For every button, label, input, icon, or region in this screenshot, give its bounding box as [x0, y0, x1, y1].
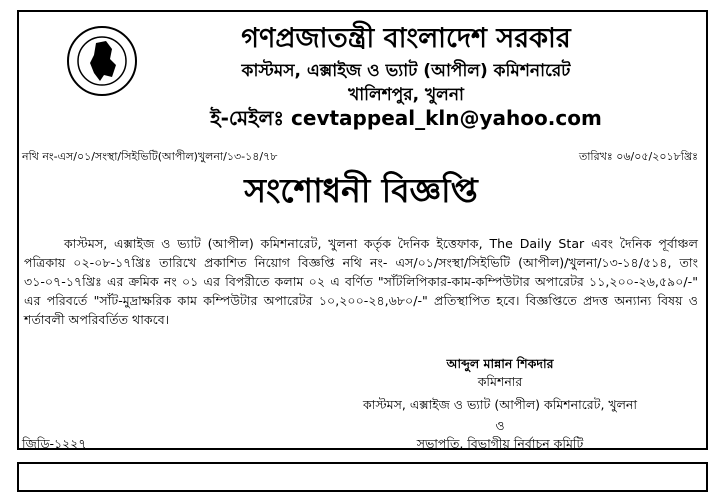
notice-body: কাস্টমস, এক্সাইজ ও ভ্যাট (আপীল) কমিশনারেট, খুলনা কর্তৃক দৈনিক ইত্তেফাক, The Daily Star এবং দৈনিক পূর্বাঞ্চল পত্রিকায় ০২-০৮-১৭খ্রিঃ তারিখে প্রকাশিত নিয়োগ বিজ্ঞপ্তি নথি নং- এস/০১/সংস্থা/সিইভিটি (আপীল)/খুলনা/১৩-১৪/৫১৪, তাং ৩১-০৭-১৭খ্রিঃ এর ক্রমিক নং ০১ এর বিপরীতে কলাম ০২ এ বর্ণিত "সাঁটলিপিকার-কাম-কম্পিউটার অপারেটর ১১,২০০-২৬,৫৯০/-" এর পরিবর্তে "সাঁট-মুদ্রাক্ষরিক কাম কম্পিউটার অপারেটর ১০,২০০-২৪,৬৮০/-" প্রতিস্থাপিত হবে। বিজ্ঞপ্তিতে প্রদত্ত অন্যান্য বিষয় ও শর্তাবলী অপরিবর্তিত থাকবে।: [24, 236, 698, 327]
notice-date: তারিখঃ ০৬/০৫/২০১৮খ্রিঃ: [578, 150, 698, 163]
signatory-name: আব্দুল মান্নান শিকদার: [446, 356, 554, 371]
conjunction: ও: [495, 418, 505, 433]
next-notice-frame: [17, 462, 708, 492]
signatory-office: কাস্টমস, এক্সাইজ ও ভ্যাট (আপীল) কমিশনারেট, খুলনা: [362, 397, 638, 412]
signatory-designation: কমিশনার: [477, 374, 523, 389]
office-address: খালিশপুর, খুলনা: [348, 85, 464, 105]
office-name: কাস্টমস, এক্সাইজ ও ভ্যাট (আপীল) কমিশনারেট: [241, 61, 571, 81]
memo-number: নথি নং-এস/০১/সংস্থা/সিইভিটি(আপীল)খুলনা/১৩-১৪/৭৮: [22, 150, 278, 163]
notice-title: সংশোধনী বিজ্ঞপ্তি: [244, 171, 478, 210]
signatory-role: সভাপতি, বিভাগীয় নির্বাচন কমিটি: [416, 436, 584, 451]
email-line: ই-মেইলঃ cevtappeal_kln@yahoo.com: [210, 106, 602, 130]
reference-code: জিডি-১২২৭: [22, 436, 87, 451]
government-title: গণপ্রজাতন্ত্রী বাংলাদেশ সরকার: [241, 23, 571, 54]
government-seal-icon: [66, 25, 138, 97]
